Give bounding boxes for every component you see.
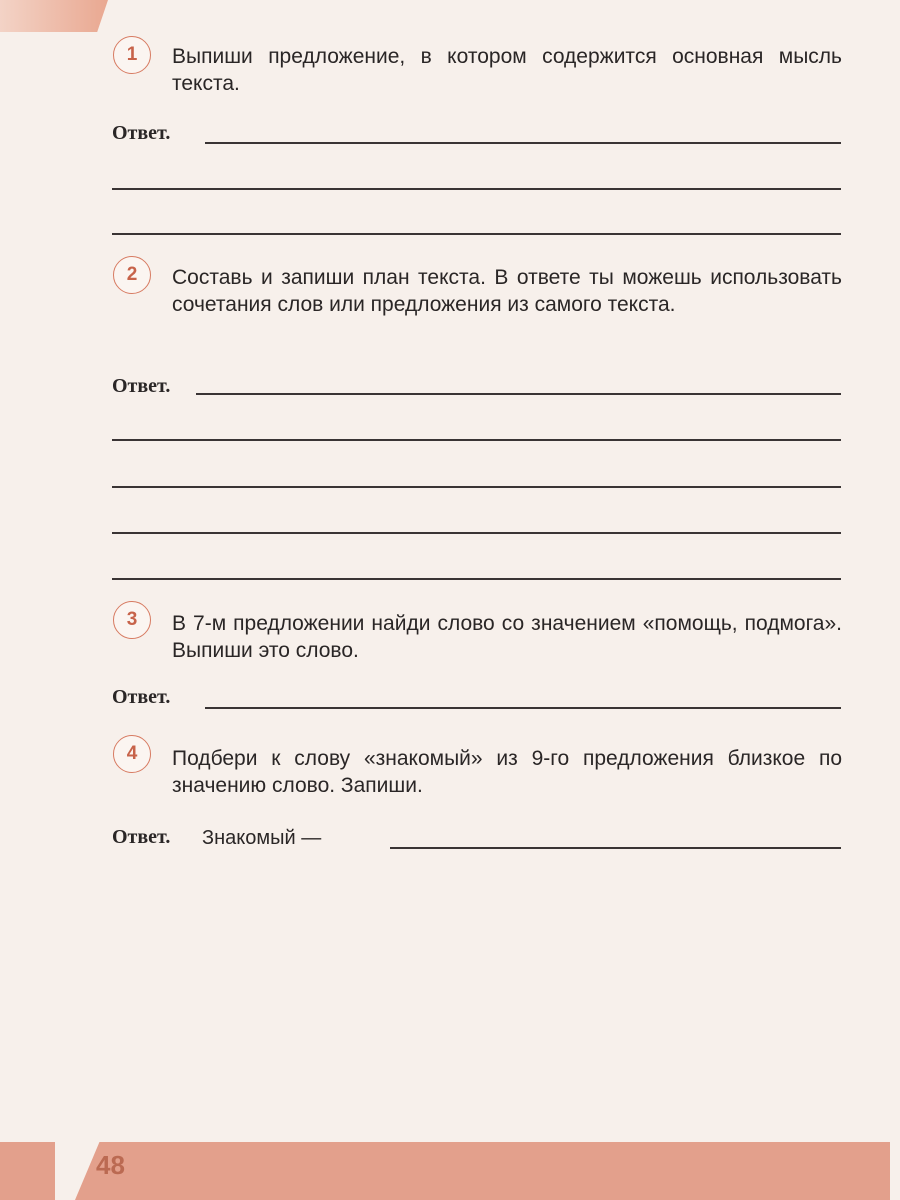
page-number: 48 bbox=[96, 1150, 125, 1180]
corner-tab-decoration bbox=[0, 0, 108, 32]
answer-line[interactable] bbox=[112, 486, 841, 488]
task-3-answer-label: Ответ. bbox=[112, 686, 171, 708]
answer-line[interactable] bbox=[196, 393, 841, 395]
task-number-2: 2 bbox=[113, 256, 151, 294]
task-1-answer-label: Ответ. bbox=[112, 122, 171, 144]
answer-line[interactable] bbox=[112, 188, 841, 190]
answer-line[interactable] bbox=[112, 233, 841, 235]
task-4-answer-label: Ответ. bbox=[112, 826, 171, 848]
answer-line[interactable] bbox=[205, 142, 841, 144]
task-number-3: 3 bbox=[113, 601, 151, 639]
task-2-answer-label: Ответ. bbox=[112, 375, 171, 397]
task-4-answer-prefix: Знакомый — bbox=[202, 827, 322, 849]
task-1-text: Выпиши предложение, в котором содержится основная мысль текста. bbox=[172, 45, 842, 95]
answer-line[interactable] bbox=[112, 439, 841, 441]
task-2-text: Составь и запиши план текста. В ответе ты можешь использовать сочетания слов или предложения из самого текста. bbox=[172, 266, 842, 316]
footer-band-left bbox=[0, 1142, 55, 1200]
task-number-1: 1 bbox=[113, 36, 151, 74]
task-4-text: Подбери к слову «знакомый» из 9-го предложения близкое по значению слово. Запиши. bbox=[172, 747, 842, 797]
answer-line[interactable] bbox=[112, 578, 841, 580]
answer-line[interactable] bbox=[112, 532, 841, 534]
answer-line[interactable] bbox=[205, 707, 841, 709]
task-3-text: В 7-м предложении найди слово со значением «помощь, подмога». Выпиши это слово. bbox=[172, 612, 842, 662]
footer-band bbox=[75, 1142, 890, 1200]
task-number-4: 4 bbox=[113, 735, 151, 773]
answer-line[interactable] bbox=[390, 847, 841, 849]
